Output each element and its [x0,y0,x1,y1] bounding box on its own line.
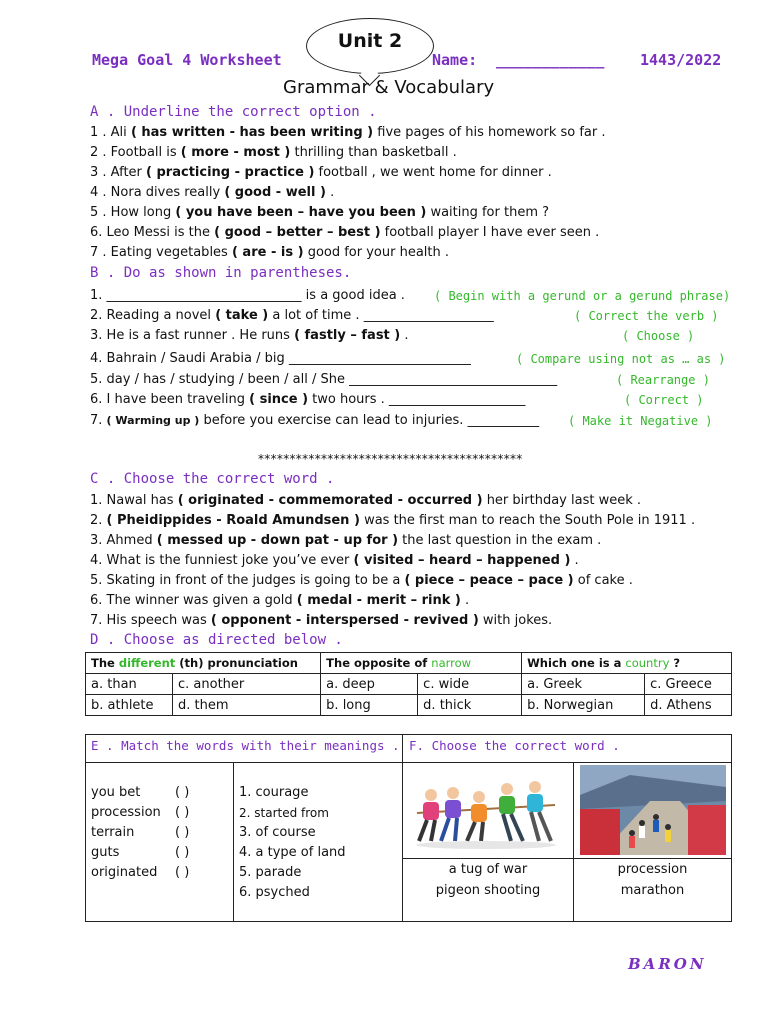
item-text: 2. [90,513,103,528]
item-text: 1. Nawal has [90,493,174,508]
ground-shadow [416,841,556,849]
section-f-divider [403,762,731,763]
item-text: was the first man to reach the South Pole in 1911 . [364,513,696,528]
instruction-hint: ( Begin with a gerund or a gerund phrase) [434,289,731,303]
exercise-a-item [90,124,606,142]
table-cell[interactable]: d. thick [418,695,522,716]
item-text: He is a fast runner . He runs [106,328,290,343]
item-number: 1. [90,288,103,303]
instruction-hint: ( Choose ) [622,329,695,343]
kid-1 [419,789,439,841]
photo-crowd-left [580,809,620,855]
item-text: good for your health . [307,245,450,260]
item-text[interactable]: day / has / studying / been / all / She ________________________________ [106,372,558,387]
match-meaning: 3. of course [239,825,316,840]
answer-brackets[interactable]: ( ) [175,805,190,820]
answer-options[interactable]: ( messed up - down pat - up for ) [156,533,399,548]
name-label: Name: [432,51,478,69]
item-text: five pages of his homework so far . [377,125,606,140]
tug-of-war-image[interactable] [411,775,561,851]
match-meaning: 5. parade [239,865,302,880]
answer-options[interactable]: ( opponent - interspersed - revived ) [210,613,479,628]
table-row [86,695,732,716]
answer-options[interactable]: ( visited – heard – happened ) [353,553,571,568]
table-cell[interactable]: a. Greek [522,674,645,695]
table-cell[interactable]: b. athlete [86,695,173,716]
table-cell[interactable]: a. deep [321,674,418,695]
match-word: you bet [91,785,141,800]
item-text: . [464,593,470,608]
match-word: guts [91,845,120,860]
answer-options[interactable]: ( Pheidippides - Roald Amundsen ) [106,513,360,528]
subtitle: Grammar & Vocabulary [283,77,495,98]
table-cell[interactable]: d. them [173,695,321,716]
section-e-column-divider [233,762,234,921]
item-text: 7 . Eating vegetables [90,245,228,260]
section-a-title: A . Underline the correct option . [90,104,377,120]
item-number: 3. [90,328,103,343]
photo-crowd-right [688,805,726,855]
item-text[interactable]: ______________________________ is a good idea . [106,288,405,303]
item-keyword: ( take ) [215,308,269,323]
match-meaning: 4. a type of land [239,845,346,860]
match-word-row [91,823,231,843]
item-text: of cake . [577,573,633,588]
answer-options[interactable]: ( good – better – best ) [214,225,381,240]
section-f-image-divider [403,858,731,859]
signature: BARON [628,955,707,973]
item-keyword: ( fastly – fast ) [294,328,401,343]
answer-options[interactable]: ( has written - has been writing ) [130,125,374,140]
answer-options[interactable]: ( piece – peace – pace ) [404,573,574,588]
exercise-c-item [90,572,633,590]
match-word-row [91,803,231,823]
item-text: 5. Skating in front of the judges is going to be a [90,573,401,588]
answer-brackets[interactable]: ( ) [175,785,190,800]
item-text: 3 . After [90,165,142,180]
option-tug-of-war[interactable]: a tug of war [448,862,528,877]
item-text: 5 . How long [90,205,172,220]
instruction-hint: ( Correct ) [624,393,704,407]
item-text: I have been traveling [106,392,245,407]
section-d-table [85,652,732,716]
item-text: 4 . Nora dives really [90,185,221,200]
kid-3 [467,791,487,841]
exercise-a-item [90,224,599,242]
item-keyword: ( Warming up ) [106,414,200,427]
answer-options[interactable]: ( originated - commemorated - occurred ) [177,493,483,508]
item-text: her birthday last week . [486,493,641,508]
exercise-b-item [90,350,471,368]
table-cell[interactable]: a. than [86,674,173,695]
item-text: 3. Ahmed [90,533,153,548]
section-c-title: C . Choose the correct word . [90,471,335,487]
exercise-c-item [90,532,601,550]
item-text: 6. The winner was given a gold [90,593,293,608]
item-text: . [574,553,579,568]
item-text[interactable]: before you exercise can lead to injuries. ___________ [203,413,540,428]
item-text: waiting for them ? [430,205,550,220]
match-word-row [91,843,231,863]
item-text: 2 . Football is [90,145,177,160]
item-text: 4. What is the funniest joke you’ve ever [90,553,350,568]
item-text: . [330,185,335,200]
kid-4 [499,783,523,841]
match-word: originated [91,865,158,880]
section-d-title: D . Choose as directed below . [90,632,343,648]
table-cell[interactable]: d. Athens [645,695,732,716]
name-blank: ____________ [496,51,605,69]
item-text: Reading a novel [106,308,212,323]
item-text: football player I have ever seen . [384,225,600,240]
section-e-box [85,734,403,922]
item-text[interactable]: Bahrain / Saudi Arabia / big ____________________________ [106,351,471,366]
header-cell-pronunciation: The different (th) pronunciation [86,653,321,674]
section-e-title: E . Match the words with their meanings . [91,738,400,753]
section-b-title: B . Do as shown in parentheses. [90,265,352,281]
match-meaning: 1. courage [239,785,309,800]
item-number: 5. [90,372,103,387]
kid-5 [527,781,551,841]
instruction-hint: ( Compare using not as … as ) [516,352,726,366]
item-text: with jokes. [482,613,553,628]
match-word: procession [91,805,161,820]
item-number: 4. [90,351,103,366]
exercise-b-item [90,371,557,389]
instruction-hint: ( Make it Negative ) [568,414,713,428]
item-text: the last question in the exam . [402,533,602,548]
section-e-divider [86,762,402,763]
exercise-c-item [90,512,695,530]
exercise-a-item [90,204,549,222]
unit-label: Unit 2 [337,30,403,52]
table-row [86,674,732,695]
answer-options[interactable]: ( good - well ) [224,185,326,200]
item-number: 2. [90,308,103,323]
section-f-title: F. Choose the correct word . [409,738,620,753]
option-procession[interactable]: procession [617,862,688,877]
instruction-hint: ( Correct the verb ) [574,309,719,323]
marathon-image[interactable] [580,765,726,855]
exercise-c-item [90,612,552,630]
match-word-row [91,783,231,803]
section-f-box [403,734,732,922]
exercise-b-item [90,412,539,430]
answer-brackets[interactable]: ( ) [175,865,190,880]
match-meaning: 6. psyched [239,885,310,900]
worksheet-title: Mega Goal 4 Worksheet [92,51,282,69]
answer-options[interactable]: ( you have been – have you been ) [175,205,427,220]
item-text: football , we went home for dinner . [318,165,552,180]
exercise-a-item [90,244,449,262]
answer-brackets[interactable]: ( ) [175,825,190,840]
exercise-b-item [90,307,494,325]
table-cell[interactable]: c. another [173,674,321,695]
match-word-row [91,863,231,883]
exercise-c-item [90,492,641,510]
exercise-c-item [90,592,469,610]
item-text: thrilling than basketball . [294,145,457,160]
item-keyword: ( since ) [249,392,309,407]
option-marathon[interactable]: marathon [620,883,685,898]
year-label: 1443/2022 [640,51,722,69]
item-text: 1 . Ali [90,125,127,140]
exercise-a-item [90,144,457,162]
item-number: 6. [90,392,103,407]
match-word: terrain [91,825,135,840]
instruction-hint: ( Rearrange ) [616,373,710,387]
exercise-a-item [90,164,552,182]
table-cell[interactable]: c. Greece [645,674,732,695]
exercise-a-item [90,184,334,202]
item-text[interactable]: a lot of time . ____________________ [272,308,494,323]
table-cell[interactable]: b. long [321,695,418,716]
answer-options[interactable]: ( practicing - practice ) [146,165,315,180]
header-cell-opposite: The opposite of narrow [321,653,522,674]
answer-brackets[interactable]: ( ) [175,845,190,860]
answer-options[interactable]: ( more - most ) [180,145,291,160]
option-pigeon-shooting[interactable]: pigeon shooting [435,883,541,898]
divider-stars: ****************************************** [258,452,523,466]
table-cell[interactable]: b. Norwegian [522,695,645,716]
table-header-row [86,653,732,674]
match-meaning: 2. started from [239,806,329,820]
header-cell-country: Which one is a country ? [522,653,732,674]
item-text: 6. Leo Messi is the [90,225,210,240]
item-text: 7. His speech was [90,613,207,628]
kid-2 [441,787,461,841]
table-cell[interactable]: c. wide [418,674,522,695]
answer-options[interactable]: ( medal - merit – rink ) [296,593,461,608]
exercise-c-item [90,552,579,570]
exercise-b-item [90,287,405,305]
exercise-b-item [90,391,525,409]
item-text[interactable]: two hours . _____________________ [312,392,526,407]
item-number: 7. [90,413,103,428]
exercise-b-item [90,327,409,345]
answer-options[interactable]: ( are - is ) [231,245,304,260]
item-text[interactable]: . [404,328,409,343]
